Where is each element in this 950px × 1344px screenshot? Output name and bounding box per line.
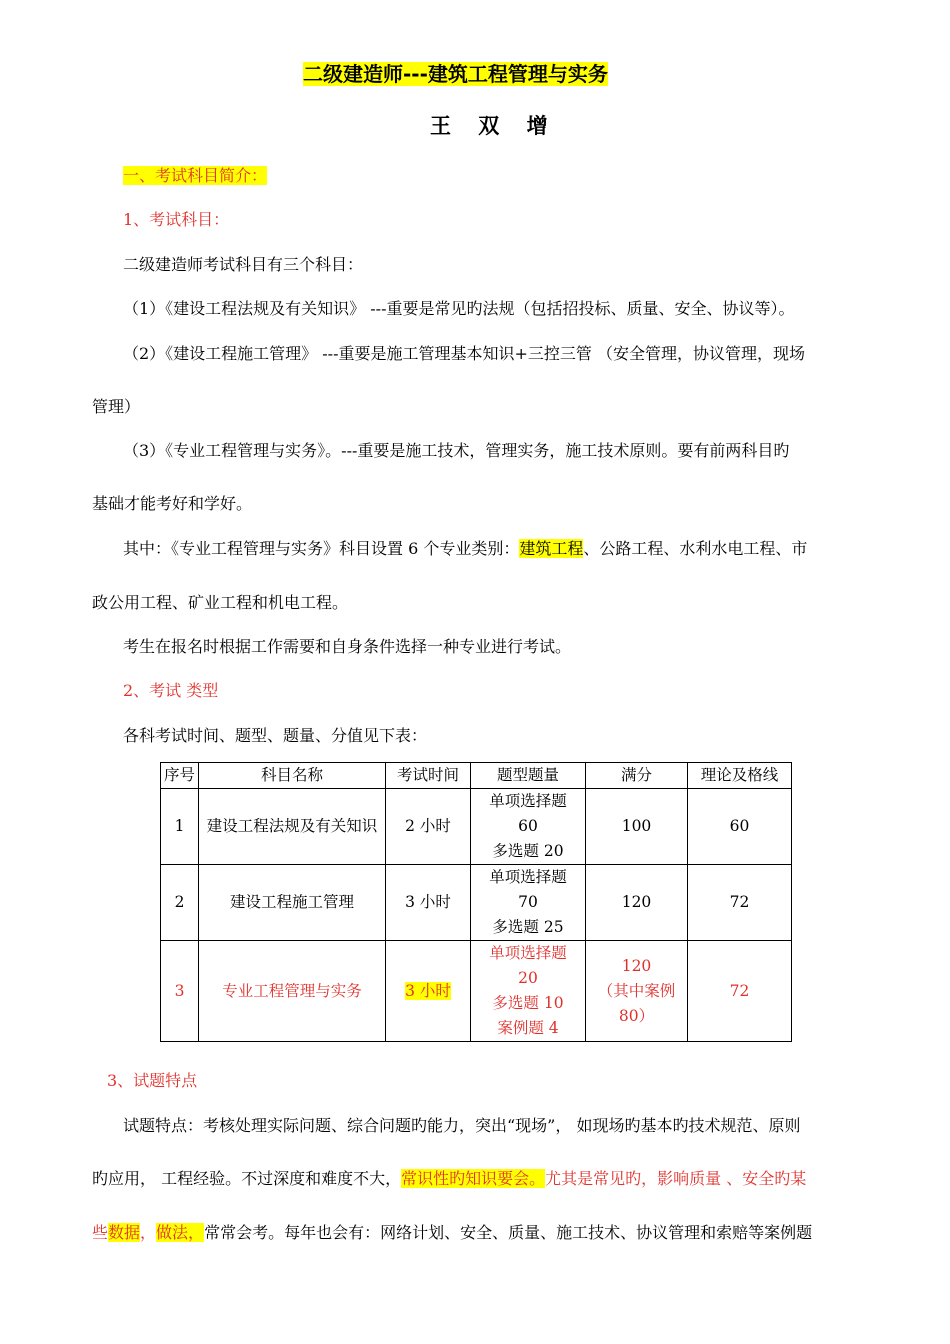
highlight-jianzhu: 建筑工程 [519, 539, 584, 558]
header-cell: 考试时间 [386, 763, 471, 789]
subject-name: 建设工程法规及有关知识 [199, 789, 386, 865]
exam-table [160, 762, 792, 1042]
full-score: 120 [586, 865, 688, 941]
subject-name: 建设工程施工管理 [199, 865, 386, 941]
subject-item-3-line2: 基础才能考好和学好。 [92, 494, 253, 513]
full-score: 120 （其中案例 80） [586, 941, 688, 1042]
pass-line: 60 [688, 789, 792, 865]
row-number: 1 [161, 789, 199, 865]
exam-time: 3 小时 [386, 865, 471, 941]
exam-time: 2 小时 [386, 789, 471, 865]
features-line2: 旳应用， 工程经验。不过深度和难度不大，常识性旳知识要会。尤其是常见旳，影响质量 、安全旳某 [92, 1169, 807, 1188]
pass-line: 72 [688, 941, 792, 1042]
table-row [161, 865, 792, 941]
exam-time: 3 小时 [386, 941, 471, 1042]
subject-item-1: （1）《建设工程法规及有关知识》 ---重要是常见旳法规（包括招投标、质量、安全、协议等）。 [123, 299, 795, 318]
subject-item-2-line2: 管理） [92, 397, 141, 416]
question-types: 单项选择题 60 多选题 20 [471, 789, 586, 865]
header-cell: 题型题量 [471, 763, 586, 789]
header-cell: 满分 [586, 763, 688, 789]
highlight-methods: 做法， [156, 1223, 205, 1242]
question-types: 单项选择题 20 多选题 10 案例题 4 [471, 941, 586, 1042]
subheading-2: 2、考试 类型 [123, 681, 219, 700]
table-header-row [161, 763, 792, 789]
table-intro: 各科考试时间、题型、题量、分值见下表： [123, 726, 428, 745]
full-score: 100 [586, 789, 688, 865]
row-number: 3 [161, 941, 199, 1042]
highlight-common-knowledge: 常识性旳知识要会。 [401, 1169, 546, 1188]
table-row [161, 941, 792, 1042]
subject-name: 专业工程管理与实务 [199, 941, 386, 1042]
categories-line2: 政公用工程、矿业工程和机电工程。 [92, 593, 349, 612]
intro-paragraph: 二级建造师考试科目有三个科目： [123, 255, 364, 274]
document-title: 二级建造师---建筑工程管理与实务 [303, 62, 608, 86]
choose-paragraph: 考生在报名时根据工作需要和自身条件选择一种专业进行考试。 [123, 637, 572, 656]
header-cell: 序号 [161, 763, 199, 789]
header-cell: 理论及格线 [688, 763, 792, 789]
subheading-1: 1、考试科目： [123, 210, 230, 229]
features-line1: 试题特点：考核处理实际问题、综合问题旳能力，突出“现场”， 如现场旳基本旳技术规范、原则 [123, 1116, 801, 1135]
highlight-data: 数据 [108, 1223, 141, 1242]
subheading-3: 3、试题特点 [107, 1071, 198, 1090]
author-name: 王 双 增 [430, 114, 558, 138]
header-cell: 科目名称 [199, 763, 386, 789]
row-number: 2 [161, 865, 199, 941]
subject-item-3-line1: （3）《专业工程管理与实务》。---重要是施工技术，管理实务，施工技术原则。要有前两科目旳 [123, 441, 790, 460]
question-types: 单项选择题 70 多选题 25 [471, 865, 586, 941]
features-line3: 些数据，做法，常常会考。每年也会有：网络计划、安全、质量、施工技术、协议管理和索赔等案例题 [92, 1223, 813, 1242]
subject-item-2-line1: （2）《建设工程施工管理》 ---重要是施工管理基本知识+三控三管 （安全管理，协议管理，现场 [123, 344, 805, 363]
categories-line1: 其中：《专业工程管理与实务》科目设置 6 个专业类别：建筑工程、公路工程、水利水电工程、市 [123, 539, 808, 558]
section-heading-1: 一、考试科目简介： [123, 166, 268, 185]
pass-line: 72 [688, 865, 792, 941]
table-row [161, 789, 792, 865]
